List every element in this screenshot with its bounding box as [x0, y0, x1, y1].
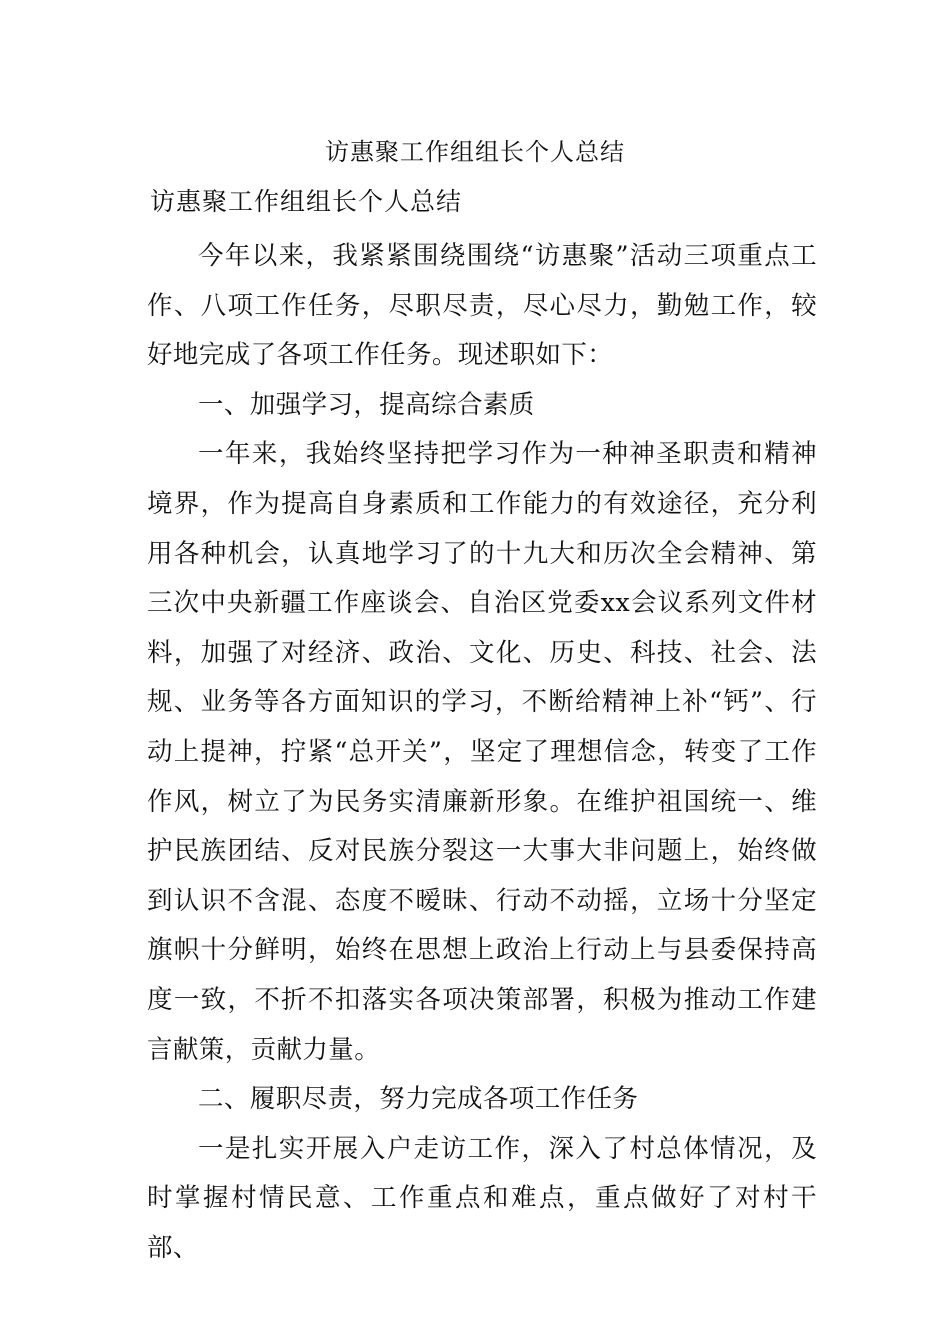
duties-paragraph: 一是扎实开展入户走访工作，深入了村总体情况，及时掌握村情民意、工作重点和难点，重点做好了对村干部、	[147, 1133, 817, 1263]
intro-paragraph: 今年以来，我紧紧围绕围绕“访惠聚”活动三项重点工作、八项工作任务，尽职尽责，尽心尽力，勤勉工作，较好地完成了各项工作任务。现述职如下：	[147, 241, 817, 371]
document-subtitle: 访惠聚工作组组长个人总结	[150, 187, 463, 216]
section-heading-study: 一、加强学习，提高综合素质	[198, 389, 535, 420]
document-body	[147, 232, 817, 1273]
section-heading-duties: 二、履职尽责，努力完成各项工作任务	[198, 1084, 639, 1115]
document-title: 访惠聚工作组组长个人总结	[325, 138, 625, 166]
study-paragraph: 一年来，我始终坚持把学习作为一种神圣职责和精神境界，作为提高自身素质和工作能力的有效途径，充分利用各种机会，认真地学习了的十九大和历次全会精神、第三次中央新疆工作座谈会、自治区党委xx会议系列文件材料，加强了对经济、政治、文化、历史、科技、社会、法规、业务等各方面知识的学习，不断给精神上补“钙”、行动上提神，拧紧“总开关”，坚定了理想信念，转变了工作作风，树立了为民务实清廉新形象。在维护祖国统一、维护民族团结、反对民族分裂这一大事大非问题上，始终做到认识不含混、态度不暧昧、行动不动摇，立场十分坚定旗帜十分鲜明，始终在思想上政治上行动上与县委保持高度一致，不折不扣落实各项决策部署，积极为推动工作建言献策，贡献力量。	[147, 439, 817, 1065]
